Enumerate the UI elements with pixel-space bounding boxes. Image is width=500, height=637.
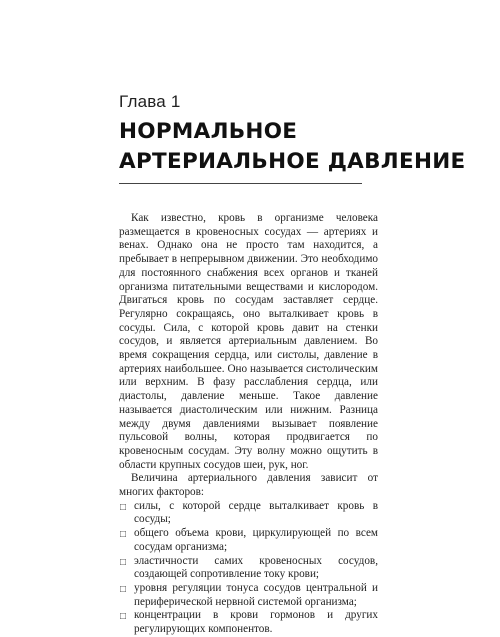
title-underline <box>119 183 362 184</box>
list-item <box>119 500 378 527</box>
chapter-title <box>119 117 489 177</box>
checkbox-bullet-icon: □ <box>120 611 127 623</box>
list-item-text: эластичности самих кровеносных сосудов, создающей сопротивление току крови; <box>134 554 378 581</box>
checkbox-bullet-icon: □ <box>120 583 127 595</box>
list-item-text: общего объема крови, циркулирующей по всем сосудам организма; <box>134 527 378 553</box>
list-item <box>119 555 378 582</box>
chapter-title-line-1: НОРМАЛЬНОЕ <box>119 119 298 144</box>
list-item-text: силы, с которой сердце выталкивает кровь в сосуды; <box>134 499 378 526</box>
list-item <box>119 609 378 636</box>
checkbox-bullet-icon: □ <box>120 501 127 513</box>
list-item <box>119 527 378 554</box>
factors-list <box>119 500 378 637</box>
checkbox-bullet-icon: □ <box>120 529 127 541</box>
chapter-number: Глава 1 <box>119 92 181 111</box>
paragraph-factors: Величина артериального давления зависит от многих факторов: <box>119 472 378 499</box>
list-item-text: концентрации в крови гормонов и других регулирующих компонентов. <box>134 609 378 636</box>
chapter-body <box>119 212 378 637</box>
paragraph-intro: Как известно, кровь в организме человека размещается в кровеносных сосудах — артериях и венах. Однако она не просто там находится, а пребывает в непрерывном движении. Это необходимо для постоянного снабжения всех органов и тканей организма питательными веществами и кислородом. Двигаться кровь по сосудам заставляет сердце. Регулярно сокращаясь, оно выталкивает кровь в сосуды. Сила, с которой кровь давит на стенки сосудов, и является артериальным давлением. Во время сокращения сердца, или систолы, давление в артериях наибольшее. Оно называется систолическим или верхним. В фазу расслабления сердца, или диастолы, давление меньше. Такое давление называется диастолическим или нижним. Разница между двумя давлениями вызывает появление пульсовой волны, которая продвигается по кровеносным сосудам. Эту волну можно ощутить в области крупных сосудов шеи, рук, ног. <box>119 212 378 471</box>
list-item <box>119 582 378 609</box>
chapter-title-line-2: АРТЕРИАЛЬНОЕ ДАВЛЕНИЕ <box>119 149 466 174</box>
checkbox-bullet-icon: □ <box>120 556 127 568</box>
list-item-text: уровня регуляции тонуса сосудов центральной и периферической нервной системой организма; <box>134 581 378 608</box>
